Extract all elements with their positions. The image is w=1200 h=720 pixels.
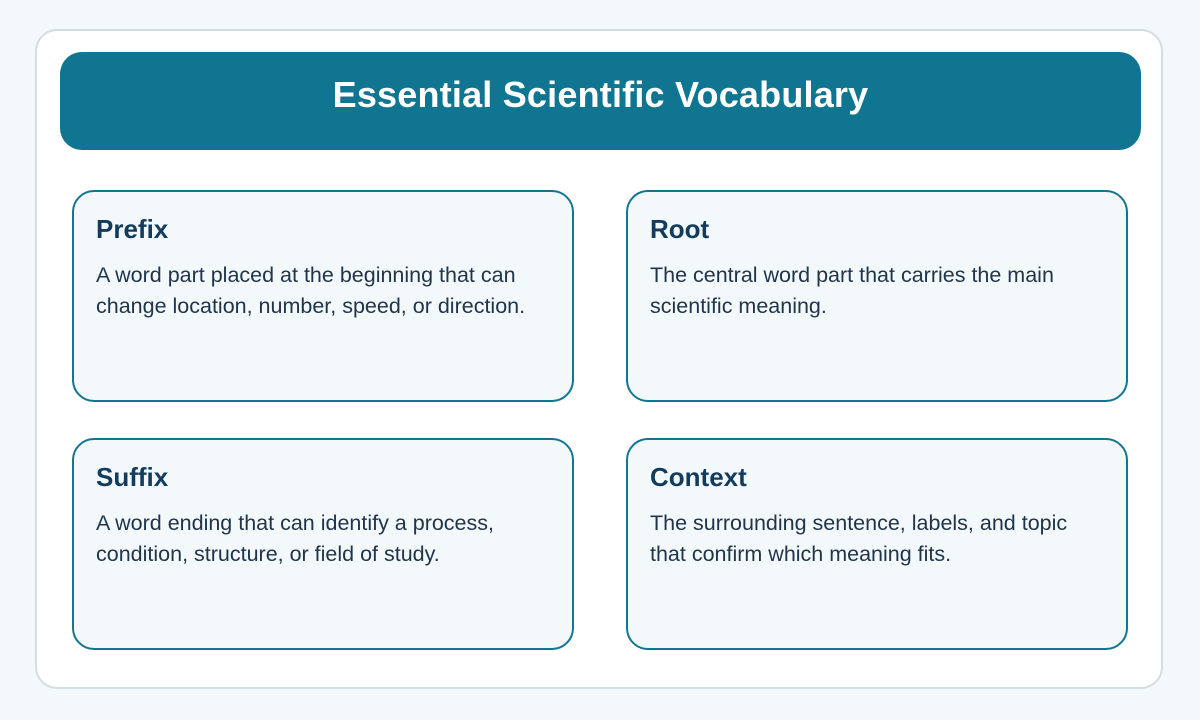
vocab-term: Prefix bbox=[96, 214, 169, 244]
vocab-definition: The central word part that carries the main scientific meaning. bbox=[650, 263, 1054, 318]
vocab-definition: A word ending that can identify a process, condition, structure, or field of study. bbox=[96, 511, 494, 566]
vocab-term: Suffix bbox=[96, 462, 169, 492]
vocab-term: Context bbox=[650, 462, 747, 492]
vocab-card-suffix bbox=[72, 438, 574, 650]
vocab-definition: The surrounding sentence, labels, and topic that confirm which meaning fits. bbox=[650, 511, 1068, 566]
vocab-term: Root bbox=[650, 214, 710, 244]
page-title: Essential Scientific Vocabulary bbox=[332, 74, 869, 115]
vocab-card-root bbox=[626, 190, 1128, 402]
vocab-card-context bbox=[626, 438, 1128, 650]
vocab-card-prefix bbox=[72, 190, 574, 402]
vocab-definition: A word part placed at the beginning that can change location, number, speed, or direction. bbox=[96, 263, 526, 318]
title-banner bbox=[60, 52, 1141, 150]
